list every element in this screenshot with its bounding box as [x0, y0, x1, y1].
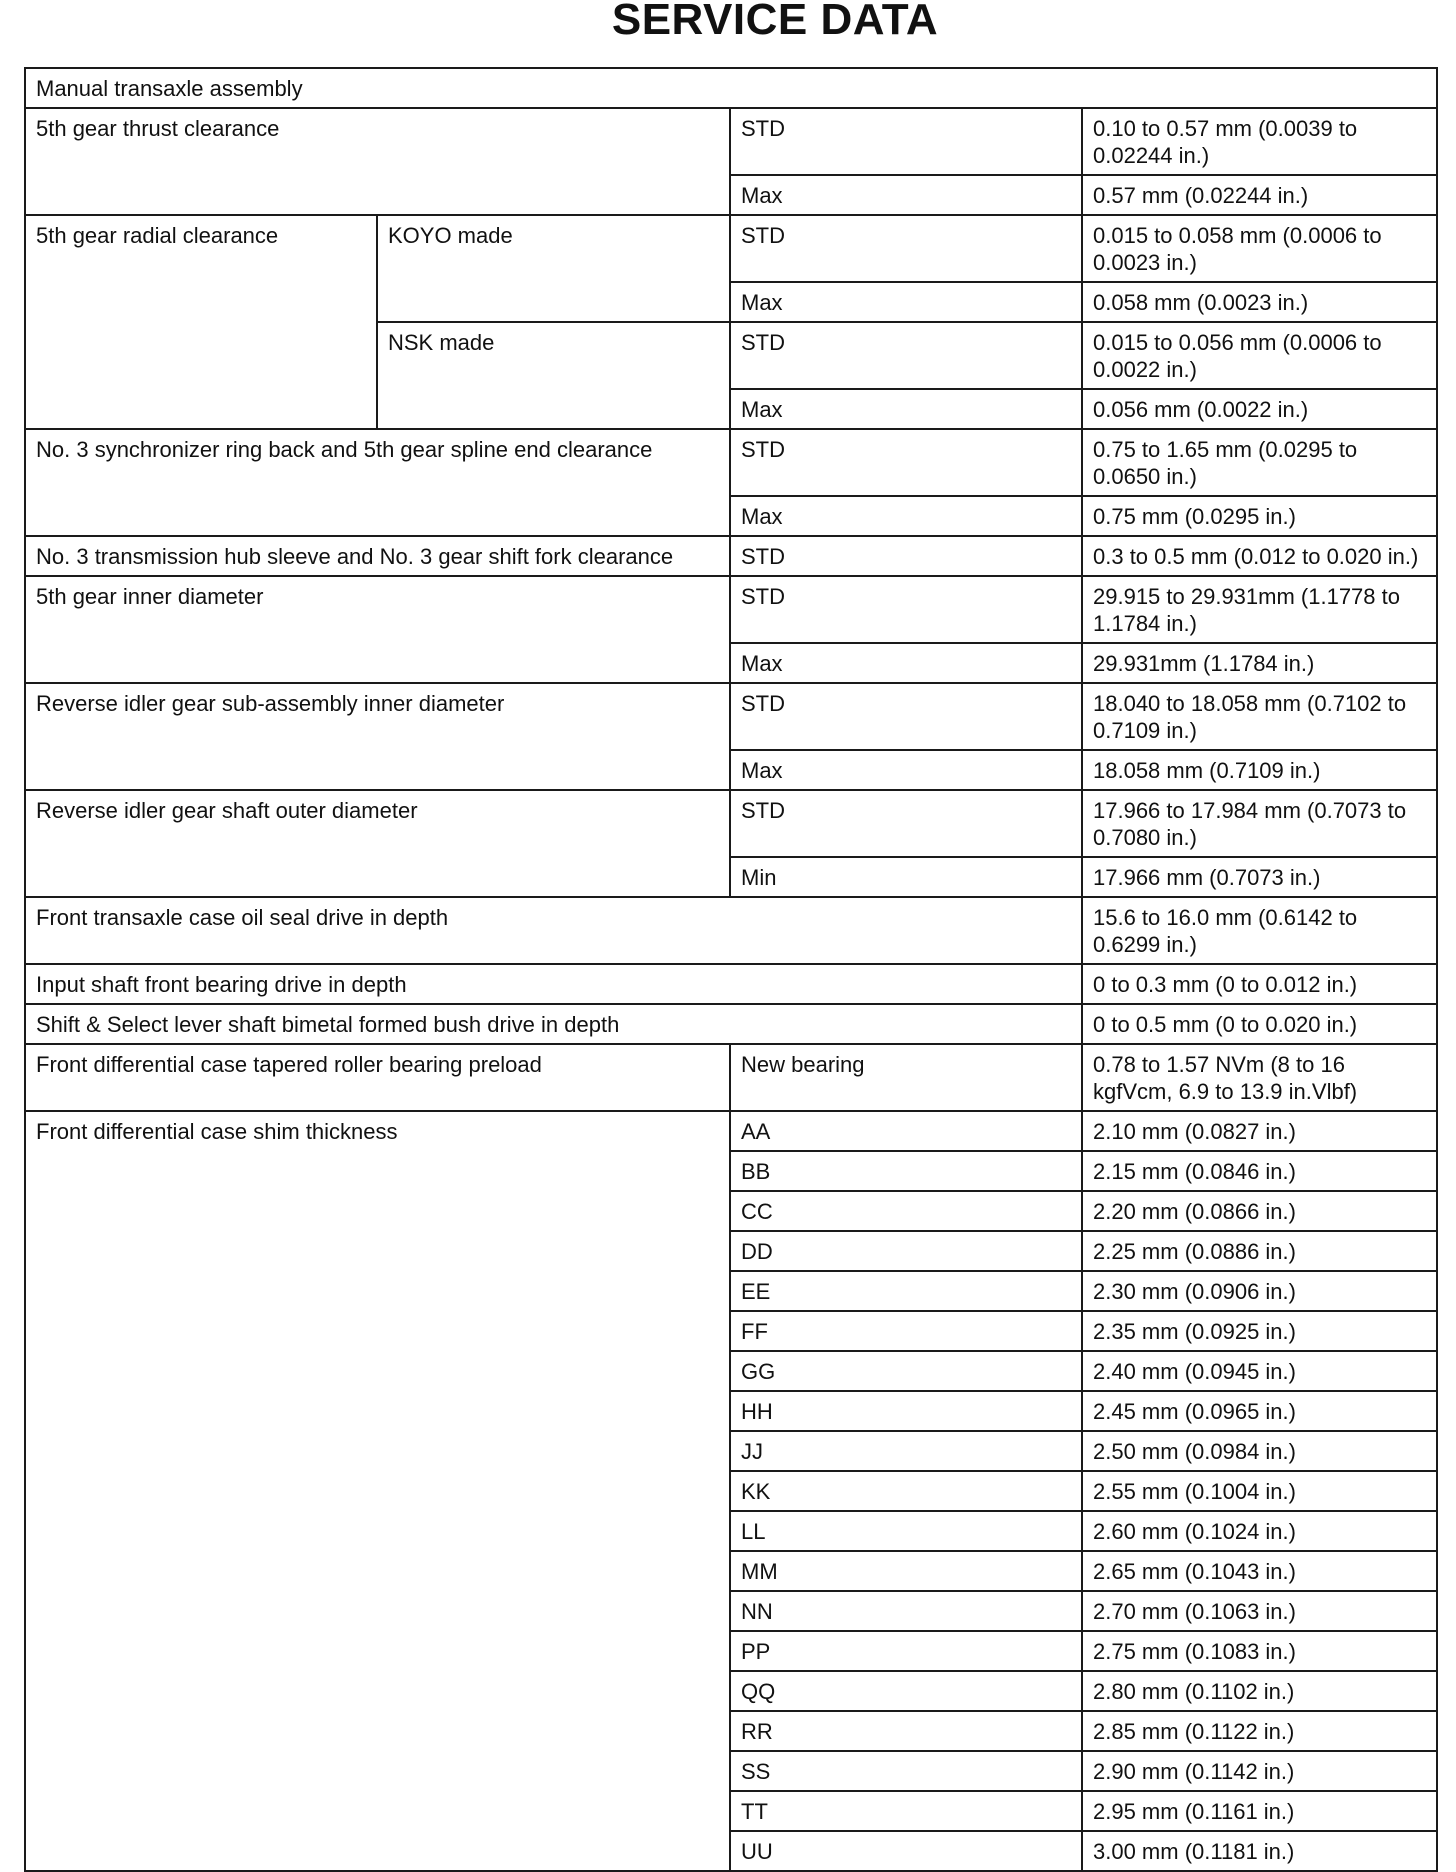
spec-type: New bearing	[730, 1044, 1082, 1111]
spec-value: 0 to 0.5 mm (0 to 0.020 in.)	[1082, 1004, 1437, 1044]
shim-mark: GG	[730, 1351, 1082, 1391]
table-row	[25, 1004, 1437, 1044]
shim-value: 2.65 mm (0.1043 in.)	[1082, 1551, 1437, 1591]
item-label: No. 3 synchronizer ring back and 5th gear spline end clearance	[25, 429, 730, 536]
table-header-cell: Manual transaxle assembly	[25, 68, 1437, 108]
shim-mark: PP	[730, 1631, 1082, 1671]
shim-value: 2.35 mm (0.0925 in.)	[1082, 1311, 1437, 1351]
shim-value: 2.30 mm (0.0906 in.)	[1082, 1271, 1437, 1311]
item-label: 5th gear inner diameter	[25, 576, 730, 683]
shim-mark: AA	[730, 1111, 1082, 1151]
shim-mark: EE	[730, 1271, 1082, 1311]
shim-value: 2.20 mm (0.0866 in.)	[1082, 1191, 1437, 1231]
item-label: No. 3 transmission hub sleeve and No. 3 gear shift fork clearance	[25, 536, 730, 576]
spec-type: STD	[730, 108, 1082, 175]
shim-value: 2.95 mm (0.1161 in.)	[1082, 1791, 1437, 1831]
shim-value: 2.15 mm (0.0846 in.)	[1082, 1151, 1437, 1191]
table-row	[25, 68, 1437, 108]
shim-value: 2.60 mm (0.1024 in.)	[1082, 1511, 1437, 1551]
shim-value: 2.70 mm (0.1063 in.)	[1082, 1591, 1437, 1631]
spec-type: STD	[730, 322, 1082, 389]
shim-value: 2.10 mm (0.0827 in.)	[1082, 1111, 1437, 1151]
shim-mark: BB	[730, 1151, 1082, 1191]
item-label: Input shaft front bearing drive in depth	[25, 964, 1082, 1004]
spec-type: STD	[730, 215, 1082, 282]
spec-value: 0.10 to 0.57 mm (0.0039 to 0.02244 in.)	[1082, 108, 1437, 175]
spec-type: STD	[730, 576, 1082, 643]
spec-value: 15.6 to 16.0 mm (0.6142 to 0.6299 in.)	[1082, 897, 1437, 964]
spec-value: 0.058 mm (0.0023 in.)	[1082, 282, 1437, 322]
spec-type: STD	[730, 429, 1082, 496]
table-row	[25, 215, 1437, 282]
item-label: Shift & Select lever shaft bimetal formed bush drive in depth	[25, 1004, 1082, 1044]
table-row	[25, 108, 1437, 175]
spec-type: Max	[730, 175, 1082, 215]
item-label: Front differential case shim thickness	[25, 1111, 730, 1871]
table-row	[25, 683, 1437, 750]
item-label: Front differential case tapered roller bearing preload	[25, 1044, 730, 1111]
shim-mark: JJ	[730, 1431, 1082, 1471]
spec-value: 0.056 mm (0.0022 in.)	[1082, 389, 1437, 429]
table-row	[25, 897, 1437, 964]
spec-value: 17.966 mm (0.7073 in.)	[1082, 857, 1437, 897]
spec-type: STD	[730, 683, 1082, 750]
table-row	[25, 536, 1437, 576]
shim-value: 2.75 mm (0.1083 in.)	[1082, 1631, 1437, 1671]
shim-value: 2.80 mm (0.1102 in.)	[1082, 1671, 1437, 1711]
shim-value: 3.00 mm (0.1181 in.)	[1082, 1831, 1437, 1871]
item-label: Reverse idler gear shaft outer diameter	[25, 790, 730, 897]
spec-value: 29.915 to 29.931mm (1.1778 to 1.1784 in.)	[1082, 576, 1437, 643]
spec-value: 0.015 to 0.058 mm (0.0006 to 0.0023 in.)	[1082, 215, 1437, 282]
spec-value: 0.78 to 1.57 NVm (8 to 16 kgfVcm, 6.9 to 13.9 in.Vlbf)	[1082, 1044, 1437, 1111]
shim-mark: HH	[730, 1391, 1082, 1431]
shim-mark: SS	[730, 1751, 1082, 1791]
item-label: Front transaxle case oil seal drive in depth	[25, 897, 1082, 964]
shim-mark: KK	[730, 1471, 1082, 1511]
shim-mark: CC	[730, 1191, 1082, 1231]
spec-type: Max	[730, 643, 1082, 683]
shim-value: 2.50 mm (0.0984 in.)	[1082, 1431, 1437, 1471]
spec-value: 0.57 mm (0.02244 in.)	[1082, 175, 1437, 215]
item-label: Reverse idler gear sub-assembly inner diameter	[25, 683, 730, 790]
shim-mark: NN	[730, 1591, 1082, 1631]
spec-value: 0.75 mm (0.0295 in.)	[1082, 496, 1437, 536]
spec-type: Max	[730, 496, 1082, 536]
spec-type: STD	[730, 790, 1082, 857]
table-row	[25, 1044, 1437, 1111]
shim-value: 2.90 mm (0.1142 in.)	[1082, 1751, 1437, 1791]
shim-value: 2.40 mm (0.0945 in.)	[1082, 1351, 1437, 1391]
spec-value: 0.015 to 0.056 mm (0.0006 to 0.0022 in.)	[1082, 322, 1437, 389]
shim-mark: LL	[730, 1511, 1082, 1551]
spec-value: 18.040 to 18.058 mm (0.7102 to 0.7109 in.)	[1082, 683, 1437, 750]
table-row	[25, 964, 1437, 1004]
shim-mark: RR	[730, 1711, 1082, 1751]
spec-type: Min	[730, 857, 1082, 897]
spec-type: STD	[730, 536, 1082, 576]
spec-value: 17.966 to 17.984 mm (0.7073 to 0.7080 in.)	[1082, 790, 1437, 857]
shim-mark: UU	[730, 1831, 1082, 1871]
shim-mark: TT	[730, 1791, 1082, 1831]
page-title: SERVICE DATA	[611, 0, 939, 44]
table-row	[25, 1111, 1437, 1151]
maker-label: NSK made	[377, 322, 730, 429]
item-label: 5th gear thrust clearance	[25, 108, 730, 215]
spec-value: 18.058 mm (0.7109 in.)	[1082, 750, 1437, 790]
spec-type: Max	[730, 750, 1082, 790]
table-row	[25, 790, 1437, 857]
shim-mark: DD	[730, 1231, 1082, 1271]
maker-label: KOYO made	[377, 215, 730, 322]
table-row	[25, 429, 1437, 496]
table-row	[25, 576, 1437, 643]
spec-value: 0.75 to 1.65 mm (0.0295 to 0.0650 in.)	[1082, 429, 1437, 496]
shim-mark: QQ	[730, 1671, 1082, 1711]
spec-type: Max	[730, 389, 1082, 429]
service-data-table	[24, 67, 1438, 1872]
shim-value: 2.55 mm (0.1004 in.)	[1082, 1471, 1437, 1511]
shim-mark: MM	[730, 1551, 1082, 1591]
shim-value: 2.25 mm (0.0886 in.)	[1082, 1231, 1437, 1271]
shim-mark: FF	[730, 1311, 1082, 1351]
spec-value: 29.931mm (1.1784 in.)	[1082, 643, 1437, 683]
item-label: 5th gear radial clearance	[25, 215, 377, 429]
spec-type: Max	[730, 282, 1082, 322]
shim-value: 2.85 mm (0.1122 in.)	[1082, 1711, 1437, 1751]
spec-value: 0 to 0.3 mm (0 to 0.012 in.)	[1082, 964, 1437, 1004]
spec-value: 0.3 to 0.5 mm (0.012 to 0.020 in.)	[1082, 536, 1437, 576]
shim-value: 2.45 mm (0.0965 in.)	[1082, 1391, 1437, 1431]
